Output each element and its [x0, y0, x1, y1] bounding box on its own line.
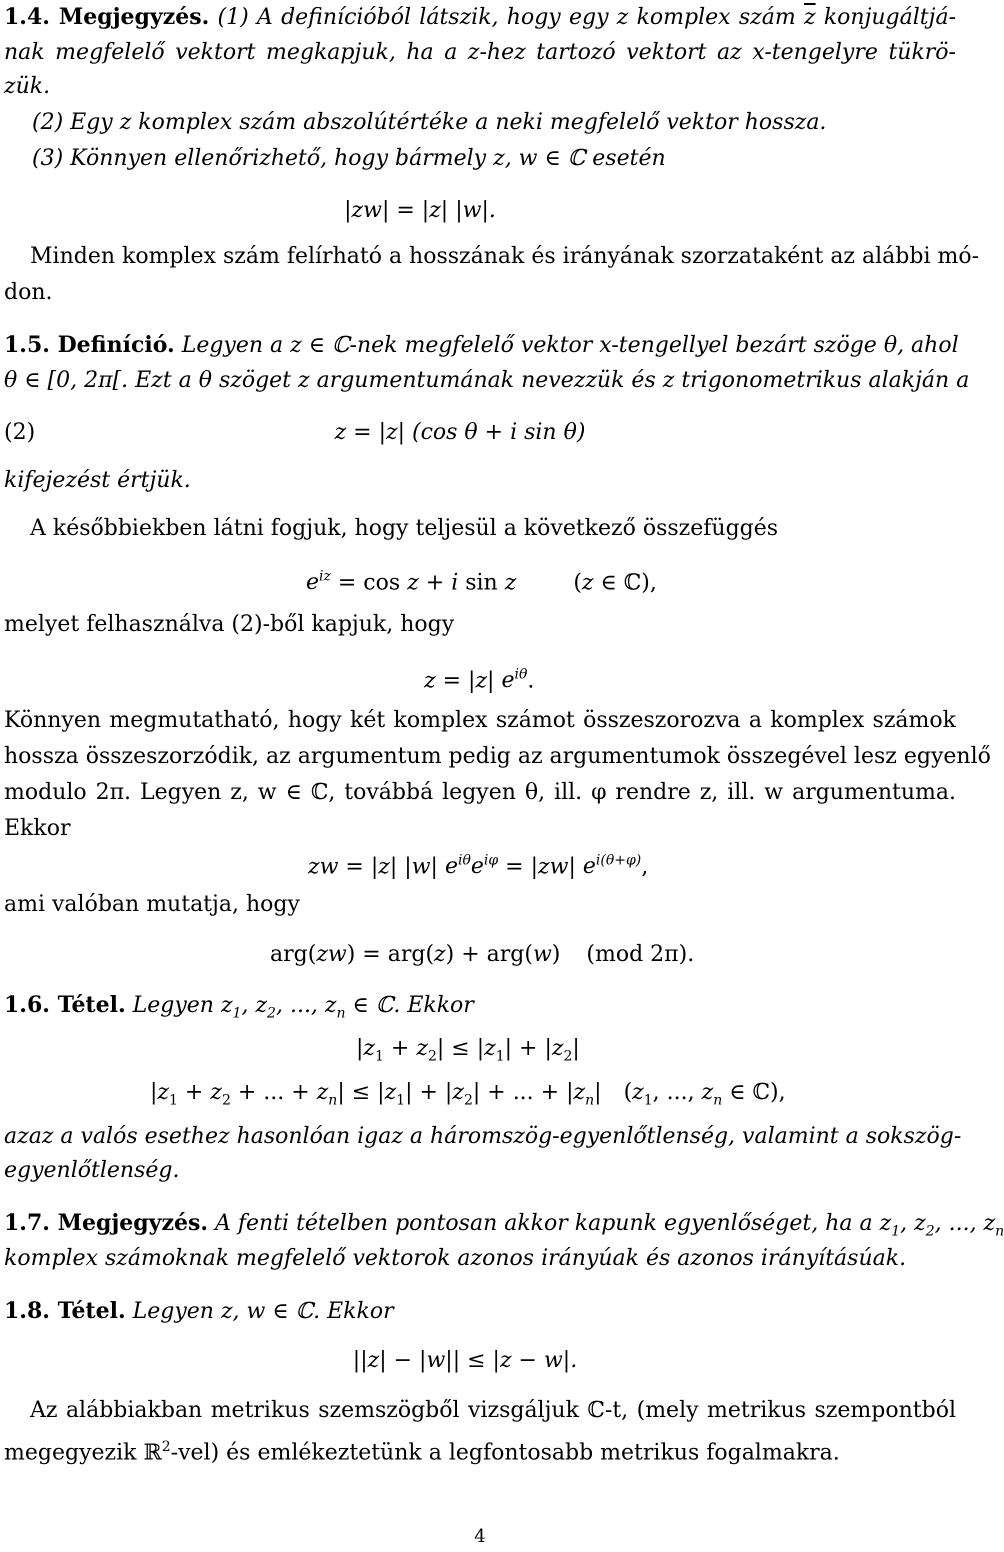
- equation-number-2: (2): [4, 420, 36, 445]
- remark-1-4-heading: 1.4. Megjegyzés.: [4, 4, 210, 30]
- paragraph-product-3: modulo 2π. Legyen z, w ∈ ℂ, továbbá legyen θ, ill. φ rendre z, ill. w argumentuma.: [4, 780, 956, 805]
- remark-1-4-item-3: (3) Könnyen ellenőrizhető, hogy bármely z, w ∈ ℂ esetén: [32, 146, 666, 171]
- paragraph-product-4: Ekkor: [4, 816, 71, 841]
- paragraph-product-1: Könnyen megmutatható, hogy két komplex számot összeszorozva a komplex számok: [4, 708, 956, 733]
- remark-1-4-line-3: zük.: [4, 74, 51, 99]
- paragraph-metric-2: megegyezik ℝ$^2$-vel) és emlékeztetünk a legfontosabb metrikus fogalmakra.: [4, 1439, 840, 1466]
- definition-1-5-line-3: kifejezést értjük.: [4, 468, 191, 493]
- theorem-1-6-text-2: egyenlőtlenség.: [4, 1158, 180, 1183]
- paragraph-euler-intro: A későbbiekben látni fogjuk, hogy teljesül a következő összefüggés: [30, 516, 779, 541]
- equation-arg-sum: arg(zw) = arg(z) + arg(w) (mod 2π).: [270, 942, 695, 967]
- paragraph-indeed: ami valóban mutatja, hogy: [4, 892, 300, 917]
- equation-product-exp: zw = |z| |w| $e^{i\theta}e^{i\varphi} = |zw|$ $e^{i(\theta+\varphi)}$,: [308, 853, 649, 880]
- remark-1-4-line-2: nak megfelelő vektort megkapjuk, ha a z-hez tartozó vektort az x-tengelyre tükrö-: [4, 40, 956, 65]
- equation-euler: $e^{iz} = \cos z + i$ sin z (z ∈ ℂ),: [306, 569, 657, 596]
- remark-1-7-line-2: komplex számoknak megfelelő vektorok azonos irányúak és azonos irányításúak.: [4, 1246, 907, 1271]
- page-number: 4: [474, 1526, 486, 1547]
- paragraph-metric-1: Az alábbiakban metrikus szemszögből vizsgáljuk ℂ-t, (mely metrikus szempontból: [30, 1398, 956, 1423]
- definition-1-5-line-2: θ ∈ [0, 2π[. Ezt a θ szöget z argumentumának nevezzük és z trigonometrikus alakján a: [4, 368, 970, 393]
- theorem-1-6-text-1: azaz a valós esethez hasonlóan igaz a háromszög-egyenlőtlenség, valamint a sokszög-: [4, 1124, 962, 1149]
- equation-reverse-triangle: ||z| − |w|| ≤ |z − w|.: [352, 1348, 578, 1373]
- equation-exp-form: z = |z| $e^{i\theta}$.: [424, 667, 535, 694]
- remark-1-4-line-1: [4, 2, 956, 33]
- remark-1-4-item-2: (2) Egy z komplex szám abszolútértéke a neki megfelelő vektor hossza.: [32, 110, 827, 135]
- theorem-1-6-heading: 1.6. Tétel. Legyen $z_1$, $z_2$, ..., $z_n$ ∈ ℂ. Ekkor: [4, 992, 474, 1022]
- paragraph-polar-1: Minden komplex szám felírható a hosszának és irányának szorzataként az alábbi mó-: [30, 244, 980, 269]
- remark-1-7-line-1: 1.7. Megjegyzés. A fenti tételben pontosan akkor kapunk egyenlőséget, ha a $z_1$, $z_2$, ..., $z_n$: [4, 1210, 1004, 1240]
- equation-triangle-n: $|z_1 + z_2$ + ... + $z_n| \le |z_1| + |z_2|$ + ... + $|z_n|$ ($z_1$, ..., $z_n$ ∈ ℂ),: [150, 1080, 786, 1109]
- paragraph-euler-use: melyet felhasználva (2)-ből kapjuk, hogy: [4, 612, 455, 637]
- remark-1-4-text-1: (1) A definícióból látszik, hogy egy z komplex szám $\overline{z}$ konjugáltjá-: [217, 5, 957, 30]
- paragraph-product-2: hossza összeszorzódik, az argumentum pedig az argumentumok összegével lesz egyenlő: [4, 744, 991, 769]
- paragraph-polar-2: don.: [4, 280, 53, 305]
- equation-abs-product: |zw| = |z| |w|.: [344, 198, 496, 223]
- definition-1-5-line-1: 1.5. Definíció. Legyen a z ∈ ℂ-nek megfelelő vektor x-tengellyel bezárt szöge θ, ahol: [4, 332, 959, 358]
- theorem-1-8-heading: 1.8. Tétel. Legyen z, w ∈ ℂ. Ekkor: [4, 1298, 394, 1324]
- equation-triangle-2: $|z_1 + z_2| \le |z_1| + |z_2|$: [356, 1036, 580, 1065]
- equation-trig-form: z = |z| (cos θ + i sin θ): [334, 420, 586, 445]
